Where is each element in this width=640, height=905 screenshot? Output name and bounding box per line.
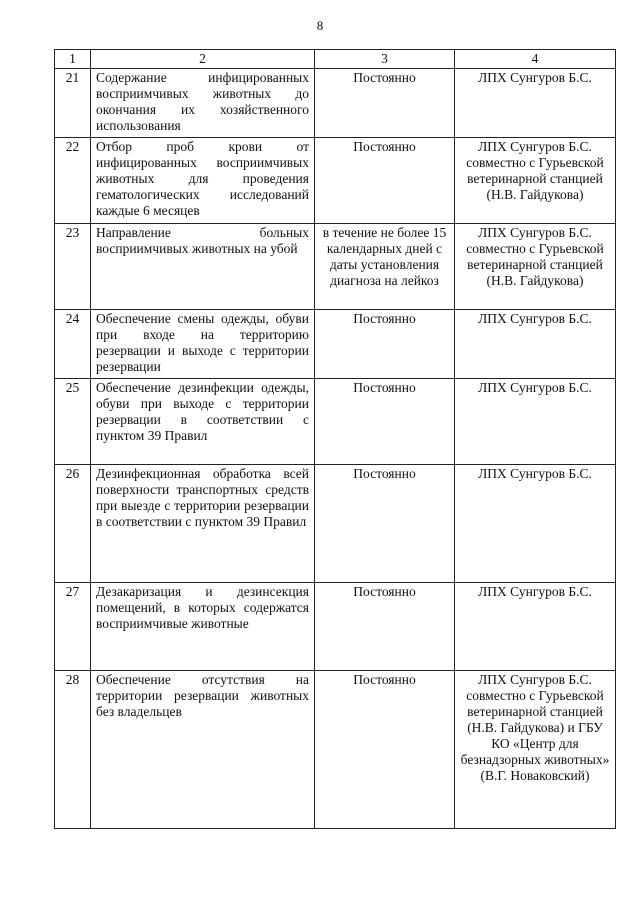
row-measure: Дезакаризация и дезинсекция помещений, в которых содержатся восприимчивые животные [91,583,315,671]
table-row [55,465,616,583]
measures-table [54,49,616,829]
row-deadline: Постоянно [315,69,455,138]
row-number: 23 [55,224,91,310]
row-number: 24 [55,310,91,379]
row-deadline: Постоянно [315,465,455,583]
page-number: 8 [316,18,324,33]
row-number: 25 [55,379,91,465]
column-header-number: 1 [55,50,91,69]
table-row [55,224,616,310]
row-deadline: в течение не более 15 календарных дней с даты установления диагноза на лейкоз [315,224,455,310]
table-row [55,379,616,465]
row-responsible: ЛПХ Сунгуров Б.С. [455,379,616,465]
table-row [55,310,616,379]
row-number: 28 [55,671,91,829]
row-measure: Направление больных восприимчивых животных на убой [91,224,315,310]
row-responsible: ЛПХ Сунгуров Б.С. [455,310,616,379]
row-number: 21 [55,69,91,138]
row-deadline: Постоянно [315,310,455,379]
row-responsible: ЛПХ Сунгуров Б.С. [455,69,616,138]
row-responsible: ЛПХ Сунгуров Б.С. совместно с Гурьевской ветеринарной станцией (Н.В. Гайдукова) [455,224,616,310]
row-number: 27 [55,583,91,671]
table-header-row [55,50,616,69]
table-row [55,671,616,829]
table-row [55,138,616,224]
column-header-measure: 2 [91,50,315,69]
row-number: 26 [55,465,91,583]
row-measure: Обеспечение смены одежды, обуви при входе на территорию резервации и выходе с территории резервации [91,310,315,379]
row-deadline: Постоянно [315,583,455,671]
table-row [55,583,616,671]
row-responsible: ЛПХ Сунгуров Б.С. [455,465,616,583]
row-measure: Обеспечение отсутствия на территории резервации животных без владельцев [91,671,315,829]
row-measure: Обеспечение дезинфекции одежды, обуви при выходе с территории резервации в соответствии с пунктом 39 Правил [91,379,315,465]
row-responsible: ЛПХ Сунгуров Б.С. совместно с Гурьевской ветеринарной станцией (Н.В. Гайдукова) и ГБУ КО «Центр для безнадзорных животных» (В.Г. Новаковский) [455,671,616,829]
row-deadline: Постоянно [315,671,455,829]
column-header-responsible: 4 [455,50,616,69]
row-measure: Содержание инфицированных восприимчивых животных до окончания их хозяйственного использования [91,69,315,138]
row-number: 22 [55,138,91,224]
row-responsible: ЛПХ Сунгуров Б.С. совместно с Гурьевской ветеринарной станцией (Н.В. Гайдукова) [455,138,616,224]
row-measure: Дезинфекционная обработка всей поверхности транспортных средств при выезде с территории резервации в соответствии с пунктом 39 Правил [91,465,315,583]
column-header-deadline: 3 [315,50,455,69]
row-responsible: ЛПХ Сунгуров Б.С. [455,583,616,671]
table-row [55,69,616,138]
row-measure: Отбор проб крови от инфицированных восприимчивых животных для проведения гематологических исследований каждые 6 месяцев [91,138,315,224]
row-deadline: Постоянно [315,138,455,224]
row-deadline: Постоянно [315,379,455,465]
